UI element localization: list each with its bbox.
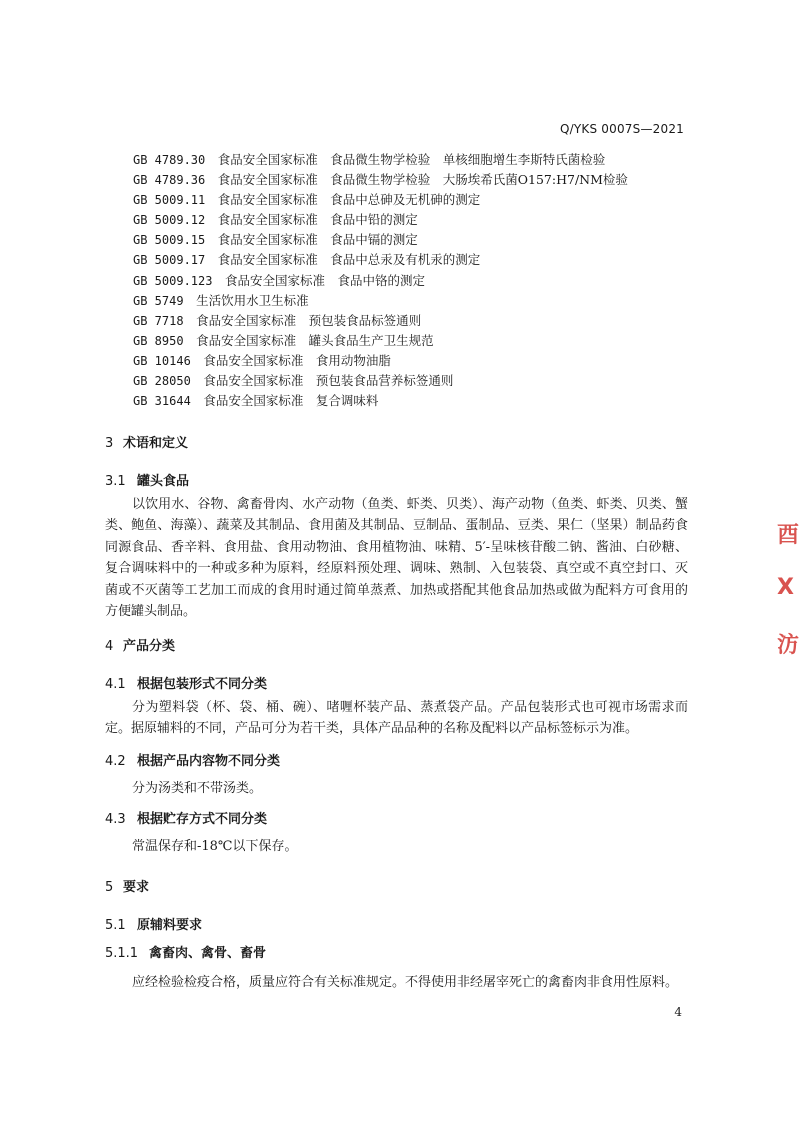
reference-item — [133, 250, 628, 270]
section-title: 罐头食品 — [137, 474, 190, 489]
section-title: 产品分类 — [123, 639, 176, 654]
stamp-fragment-3: 汸 — [777, 633, 799, 658]
standard-title: 食品安全国家标准 食品微生物学检验 单核细胞增生李斯特氏菌检验 — [217, 152, 606, 167]
section-number: 4.1 — [105, 677, 126, 692]
reference-item — [133, 271, 628, 291]
section-title: 根据包装形式不同分类 — [137, 677, 268, 692]
section-number: 5.1 — [105, 918, 126, 933]
section-5-1-1-heading — [105, 942, 266, 961]
standard-title: 食品安全国家标准 预包装食品营养标签通则 — [203, 373, 454, 389]
stamp-fragment-1: 酉 — [777, 523, 799, 548]
section-4-2-text: 分为汤类和不带汤类。 — [132, 781, 263, 796]
standard-code: GB 4789.36 — [133, 173, 206, 188]
standard-code: GB 31644 — [133, 394, 191, 409]
reference-item — [133, 291, 628, 311]
section-4-1-heading — [105, 673, 267, 692]
section-3-heading — [105, 432, 188, 451]
standard-code: GB 8950 — [133, 333, 184, 348]
standard-title: 食品安全国家标准 复合调味料 — [203, 393, 379, 409]
section-number: 5.1.1 — [105, 946, 139, 961]
standard-code: GB 28050 — [133, 374, 191, 389]
section-number: 4 — [105, 639, 114, 654]
standard-title: 食品安全国家标准 食品中铬的测定 — [225, 272, 426, 288]
section-title: 根据产品内容物不同分类 — [137, 754, 281, 769]
reference-item — [133, 190, 628, 210]
section-title: 原辅料要求 — [137, 918, 203, 933]
standard-code: GB 7718 — [133, 313, 184, 328]
standard-code: GB 5749 — [133, 293, 184, 308]
section-title: 根据贮存方式不同分类 — [137, 812, 268, 827]
reference-item — [133, 150, 628, 170]
section-5-1-1-text: 应经检验检疫合格，质量应符合有关标准规定。不得使用非经屠宰死亡的禽畜肉非食用性原料。 — [132, 975, 679, 990]
standard-code: GB 5009.17 — [133, 253, 206, 268]
standard-code: GB 10146 — [133, 353, 191, 368]
doc-code-header: Q/YKS 0007S—2021 — [559, 122, 684, 136]
standard-title: 生活饮用水卫生标准 — [196, 292, 309, 308]
section-number: 3 — [105, 436, 114, 451]
reference-item — [133, 351, 628, 371]
section-4-heading — [105, 635, 175, 654]
standard-title: 食品安全国家标准 食品中总汞及有机汞的测定 — [217, 252, 481, 268]
standard-title: 食品安全国家标准 食用动物油脂 — [203, 352, 391, 368]
section-4-2-heading — [105, 750, 280, 769]
section-5-1-heading — [105, 914, 202, 933]
section-4-3-heading — [105, 808, 267, 827]
standard-code: GB 5009.15 — [133, 233, 206, 248]
section-number: 4.2 — [105, 754, 126, 769]
reference-item — [133, 230, 628, 250]
section-title: 禽畜肉、禽骨、畜骨 — [149, 946, 267, 961]
reference-item — [133, 331, 628, 351]
standard-title: 食品安全国家标准 预包装食品标签通则 — [196, 312, 422, 328]
standard-title: 食品安全国家标准 食品微生物学检验 大肠埃希氏菌O157:H7/NM检验 — [217, 172, 628, 188]
reference-item — [133, 210, 628, 230]
standard-code: GB 4789.30 — [133, 153, 206, 167]
section-title: 术语和定义 — [123, 436, 189, 451]
section-number: 4.3 — [105, 812, 126, 827]
section-number: 3.1 — [105, 474, 126, 489]
stamp-fragment-2: X — [777, 575, 794, 600]
reference-item — [133, 170, 628, 190]
section-4-1-text: 分为塑料袋（杯、袋、桶、碗）、啫喱杯装产品、蒸煮袋产品。产品包装形式也可视市场需求而定。据原辅料的不同，产品可分为若干类，具体产品品种的名称及配料以产品标签标示为准。 — [105, 700, 688, 737]
section-4-3-text: 常温保存和-18℃以下保存。 — [132, 839, 298, 854]
reference-item — [133, 391, 628, 411]
standard-title: 食品安全国家标准 食品中铅的测定 — [217, 212, 418, 228]
section-3-1-heading — [105, 470, 189, 489]
normative-references-list — [133, 150, 628, 411]
standard-title: 食品安全国家标准 食品中总砷及无机砷的测定 — [217, 192, 481, 208]
definition-canned-food: 以饮用水、谷物、禽畜骨肉、水产动物（鱼类、虾类、贝类）、海产动物（鱼类、虾类、贝类、蟹类、鲍鱼、海藻）、蔬菜及其制品、食用菌及其制品、豆制品、蛋制品、豆类、果仁（坚果）制品药食同源食品、香辛料、食用盐、食用动物油、食用植物油、味精、5′-呈味核苷酸二钠、酱油、白砂糖、复合调味料中的一种或多种为原料，经原料预处理、调味、熟制、入包装袋、真空或不真空封口、灭菌或不灭菌等工艺加工而成的食用时通过简单蒸煮、加热或搭配其他食品加热或做为配料方可食用的方便罐头制品。 — [105, 497, 688, 620]
standard-code: GB 5009.123 — [133, 273, 213, 288]
reference-item — [133, 371, 628, 391]
standard-code: GB 5009.12 — [133, 213, 206, 228]
standard-title: 食品安全国家标准 食品中镉的测定 — [217, 232, 418, 248]
page-number: 4 — [674, 1005, 682, 1019]
standard-title: 食品安全国家标准 罐头食品生产卫生规范 — [196, 332, 434, 348]
section-title: 要求 — [123, 880, 150, 895]
section-5-heading — [105, 876, 149, 895]
standard-code: GB 5009.11 — [133, 193, 206, 208]
reference-item — [133, 311, 628, 331]
section-number: 5 — [105, 880, 114, 895]
